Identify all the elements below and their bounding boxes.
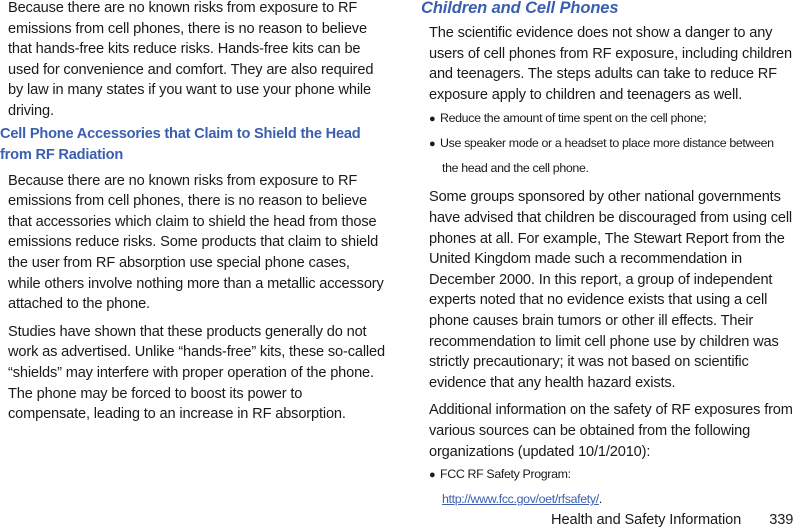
bullet-item-reduce-time (421, 106, 800, 131)
page-footer (551, 510, 793, 530)
page-number: 339 (769, 512, 794, 528)
section-heading-shield-accessories: Cell Phone Accessories that Claim to Shield the Head from RF Radiation (0, 125, 361, 163)
bullet-item-fcc (421, 462, 800, 511)
children-paragraph-3: Additional information on the safety of RF exposures from various sources can be obtained from the following organizations (updated 10/1/2010): (429, 402, 793, 460)
children-paragraph-2: Some groups sponsored by other national governments have advised that children be discouraged from using cell phones at all. For example, The Stewart Report from the United Kingdom made such a recommendation in December 2000. In this report, a group of independent experts noted that no evidence exists that using a cell phone causes brain tumors or other ill effects. Their recommendation to limit cell phone use by children was strictly precautionary; it was not based on scientific evidence that any health hazard exists. (429, 189, 792, 391)
bullet-icon: ● (429, 469, 436, 482)
fcc-rf-safety-link[interactable]: http://www.fcc.gov/oet/rfsafety/ (442, 492, 599, 507)
shield-paragraph-2: Studies have shown that these products generally do not work as advertised. Unlike “hands-free” kits, these so-called “shields” may interfere with proper operation of the phone. The phone may be forced to boost its power to compensate, leading to an increase in RF absorption. (8, 323, 385, 423)
section-heading-children: Children and Cell Phones (421, 0, 619, 17)
bullet-text: FCC RF Safety Program: (440, 467, 571, 482)
link-suffix: . (598, 492, 602, 507)
bullet-icon: ● (429, 113, 436, 126)
bullet-icon: ● (429, 138, 436, 151)
children-paragraph-1: The scientific evidence does not show a danger to any users of cell phones from RF exposure, including children and teenagers. The steps adults can take to reduce RF exposure apply to children and teenagers as well. (429, 25, 792, 103)
fcc-link-line (429, 487, 800, 511)
bullet-text: Reduce the amount of time spent on the cell phone; (440, 111, 707, 126)
footer-section-title: Health and Safety Information (551, 512, 742, 528)
shield-paragraph-1: Because there are no known risks from exposure to RF emissions from cell phones, there is no reason to believe that accessories which claim to shield the head from those emissions reduce risks. Some products that claim to shield the user from RF absorption use special phone cases, while others involve nothing more than a metallic accessory attached to the phone. (8, 172, 384, 313)
bullet-text: Use speaker mode or a headset to place more distance between (440, 136, 774, 151)
bullet-text-continuation: the head and the cell phone. (442, 161, 589, 176)
bullet-item-speaker-mode (421, 131, 800, 180)
hands-free-paragraph: Because there are no known risks from exposure to RF emissions from cell phones, there is no reason to believe that hands-free kits reduce risks. Hands-free kits can be used for convenience and comfort. They are also required by law in many states if you want to use your phone while driving. (8, 0, 374, 119)
left-column (0, 0, 385, 425)
right-column (421, 0, 800, 511)
